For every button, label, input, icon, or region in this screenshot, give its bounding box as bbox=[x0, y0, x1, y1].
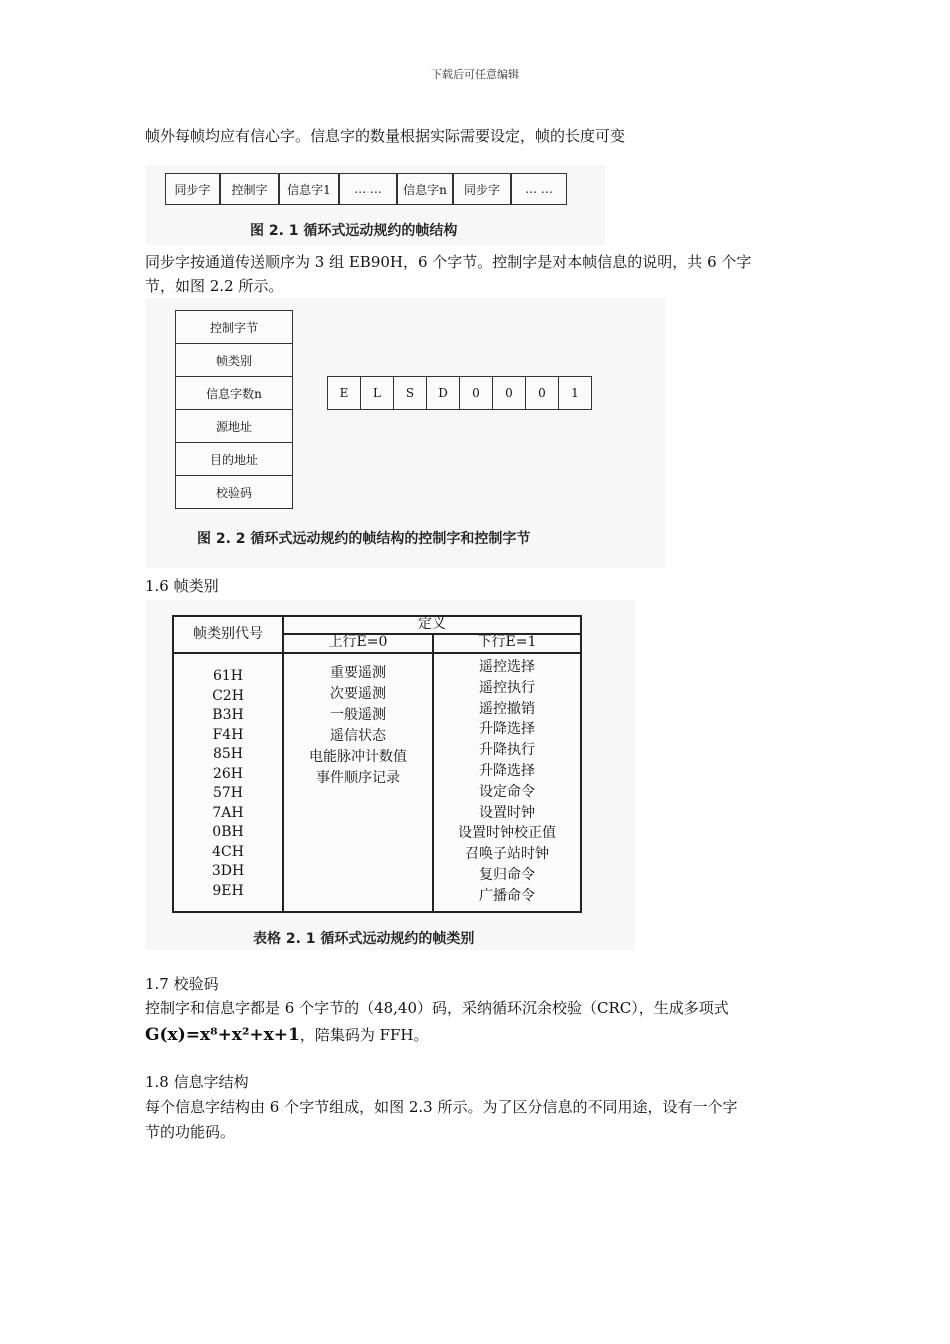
paragraph-frame-length: 帧外每帧均应有信心字。信息字的数量根据实际需要设定，帧的长度可变 bbox=[145, 127, 626, 145]
up-cell: 次要遥测 bbox=[330, 686, 386, 702]
col-header-code: 帧类别代号 bbox=[193, 626, 263, 642]
control-stack-row: 控制字节 bbox=[175, 310, 293, 344]
control-bit-cell: L bbox=[360, 376, 394, 410]
code-column bbox=[174, 667, 282, 901]
code-cell: 57H bbox=[212, 785, 244, 801]
col-header-up: 上行E=0 bbox=[328, 634, 388, 650]
figure-2-2-caption: 图 2. 2 循环式远动规约的帧结构的控制字和控制字节 bbox=[197, 531, 531, 547]
down-cell: 遥控撤销 bbox=[479, 700, 535, 717]
figure-2-1 bbox=[145, 165, 605, 245]
code-cell: 3DH bbox=[211, 863, 245, 879]
figure-2-2 bbox=[145, 298, 665, 568]
control-stack-row: 帧类别 bbox=[175, 343, 293, 377]
heading-1-6: 1.6 帧类别 bbox=[145, 577, 219, 595]
up-cell: 遥信状态 bbox=[330, 728, 386, 744]
paragraph-info-line2: 节的功能码。 bbox=[145, 1123, 236, 1141]
code-cell: 4CH bbox=[212, 843, 244, 860]
down-cell: 广播命令 bbox=[479, 887, 535, 904]
col-header-definition: 定义 bbox=[418, 616, 446, 632]
crc-polynomial-formula: G(x)=x⁸+x²+x+1 bbox=[145, 1025, 300, 1045]
paragraph-crc-line1: 控制字和信息字都是 6 个字节的（48,40）码，采纳循环沉余校验（CRC），生成多项式 bbox=[145, 999, 729, 1017]
frame-cell-ellipsis: … … bbox=[339, 173, 397, 205]
control-bit-cell: S bbox=[393, 376, 427, 410]
down-cell: 升降选择 bbox=[479, 721, 535, 738]
code-cell: 85H bbox=[212, 746, 244, 762]
control-bit-cell: 0 bbox=[459, 376, 493, 410]
control-bit-cell: 0 bbox=[525, 376, 559, 410]
code-cell: F4H bbox=[212, 726, 244, 743]
up-cell: 一般遥测 bbox=[330, 707, 386, 723]
down-cell: 遥控选择 bbox=[479, 659, 535, 675]
col-header-down: 下行E=1 bbox=[477, 634, 537, 650]
paragraph-crc-line2 bbox=[145, 1023, 810, 1048]
control-bit-cell: E bbox=[327, 376, 361, 410]
frame-cell-sync: 同步字 bbox=[165, 173, 220, 205]
frame-type-table bbox=[172, 615, 582, 913]
down-cell: 复归命令 bbox=[479, 866, 535, 883]
control-stack-row: 校验码 bbox=[175, 475, 293, 509]
code-cell: 9EH bbox=[212, 882, 244, 899]
down-cell: 升降选择 bbox=[479, 762, 535, 779]
up-cell: 事件顺序记录 bbox=[316, 770, 400, 786]
control-stack-row: 目的地址 bbox=[175, 442, 293, 476]
control-stack-row: 信息字数n bbox=[175, 376, 293, 410]
frame-cell-sync-2: 同步字 bbox=[453, 173, 511, 205]
page-header: 下载后可任意编辑 bbox=[431, 68, 519, 81]
code-cell: B3H bbox=[212, 707, 244, 723]
heading-1-8: 1.8 信息字结构 bbox=[145, 1073, 249, 1091]
coset-text: ，陪集码为 FFH。 bbox=[299, 1026, 429, 1044]
down-cell: 召唤子站时钟 bbox=[465, 846, 549, 863]
down-cell: 升降执行 bbox=[479, 742, 535, 759]
code-cell: C2H bbox=[212, 687, 244, 704]
down-cell: 设置时钟 bbox=[479, 804, 535, 821]
up-cell: 重要遥测 bbox=[330, 665, 386, 681]
code-cell: 61H bbox=[212, 668, 244, 684]
down-cell: 设置时钟校正值 bbox=[458, 825, 556, 842]
down-column bbox=[434, 657, 580, 907]
figure-2-1-caption: 图 2. 1 循环式远动规约的帧结构 bbox=[250, 223, 458, 239]
down-cell: 设定命令 bbox=[479, 783, 535, 800]
code-cell: 26H bbox=[212, 765, 244, 782]
code-cell: 0BH bbox=[212, 824, 244, 840]
frame-cell-info-n: 信息字n bbox=[397, 173, 453, 205]
code-cell: 7AH bbox=[212, 804, 244, 821]
control-stack-row: 源地址 bbox=[175, 409, 293, 443]
down-cell: 遥控执行 bbox=[479, 679, 535, 696]
table-2-1-caption: 表格 2. 1 循环式远动规约的帧类别 bbox=[253, 931, 475, 947]
frame-cell-info-1: 信息字1 bbox=[279, 173, 339, 205]
frame-cell-control: 控制字 bbox=[220, 173, 279, 205]
paragraph-sync-line1: 同步字按通道传送顺序为 3 组 EB90H，6 个字节。控制字是对本帧信息的说明，共 6 个字 bbox=[145, 253, 752, 271]
control-bit-cell: 0 bbox=[492, 376, 526, 410]
paragraph-info-line1: 每个信息字结构由 6 个字节组成，如图 2.3 所示。为了区分信息的不同用途，设有一个字 bbox=[145, 1098, 738, 1116]
up-column bbox=[284, 663, 432, 789]
heading-1-7: 1.7 校验码 bbox=[145, 975, 219, 993]
paragraph-sync-line2: 节，如图 2.2 所示。 bbox=[145, 277, 284, 295]
control-bit-cell: 1 bbox=[558, 376, 592, 410]
control-bit-cell: D bbox=[426, 376, 460, 410]
frame-cell-ellipsis-2: … … bbox=[511, 173, 567, 205]
up-cell: 电能脉冲计数值 bbox=[309, 749, 407, 765]
table-2-1-figure bbox=[145, 600, 635, 950]
